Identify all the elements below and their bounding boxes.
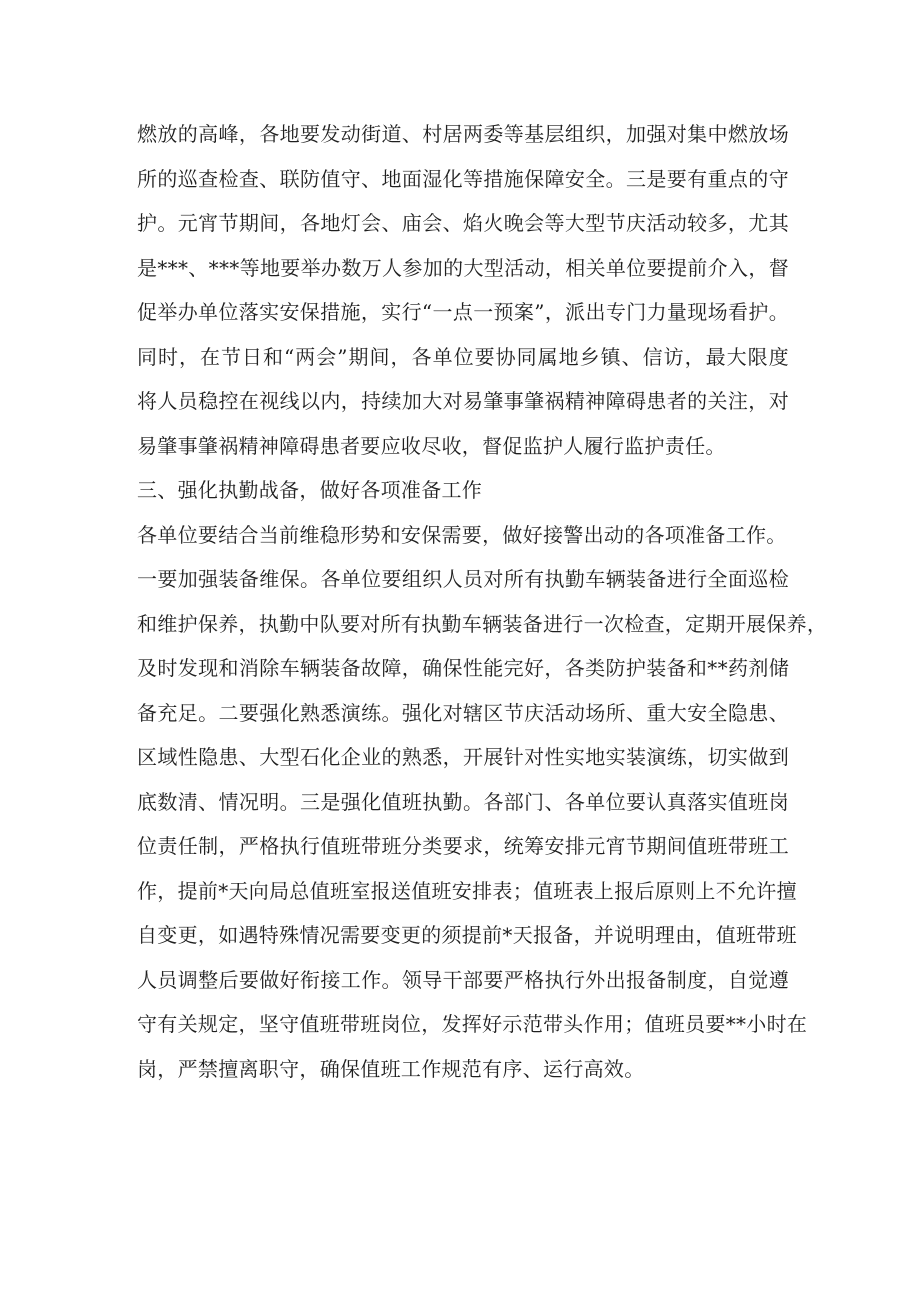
text-line: 自变更，如遇特殊情况需要变更的须提前*天报备，并说明理由，值班带班 — [137, 923, 797, 947]
text-line: 一要加强装备维保。各单位要组织人员对所有执勤车辆装备进行全面巡检 — [137, 567, 789, 591]
text-line: 是***、***等地要举办数万人参加的大型活动，相关单位要提前介入，督 — [137, 255, 789, 280]
text-line: 护。元宵节期间，各地灯会、庙会、焰火晚会等大型节庆活动较多，尤其 — [137, 211, 789, 235]
text-line: 同时，在节日和“两会”期间，各单位要协同属地乡镇、信访，最大限度 — [137, 344, 789, 369]
section-heading: 三、强化执勤战备，做好各项准备工作 — [137, 478, 483, 502]
text-line: 底数清、情况明。三是强化值班执勤。各部门、各单位要认真落实值班岗 — [137, 789, 789, 814]
text-line: 和维护保养，执勤中队要对所有执勤车辆装备进行一次检查，定期开展保养， — [137, 611, 828, 636]
text-line: 备充足。二要强化熟悉演练。强化对辖区节庆活动场所、重大安全隐患、 — [137, 700, 789, 725]
body-text — [137, 112, 828, 1091]
text-line: 作，提前*天向局总值班室报送值班安排表；值班表上报后原则上不允许擅 — [137, 878, 797, 903]
text-line: 区域性隐患、大型石化企业的熟悉，开展针对性实地实装演练，切实做到 — [137, 745, 789, 769]
text-line: 将人员稳控在视线以内，持续加大对易肇事肇祸精神障碍患者的关注，对 — [137, 389, 789, 413]
text-line: 促举办单位落实安保措施，实行“一点一预案”，派出专门力量现场看护。 — [137, 300, 789, 324]
paragraph-last-line: 易肇事肇祸精神障碍患者要应收尽收，督促监护人履行监护责任。 — [137, 433, 726, 458]
text-line: 燃放的高峰，各地要发动街道、村居两委等基层组织，加强对集中燃放场 — [137, 122, 789, 146]
text-line: 所的巡查检查、联防值守、地面湿化等措施保障安全。三是要有重点的守 — [137, 166, 789, 191]
text-line: 人员调整后要做好衔接工作。领导干部要严格执行外出报备制度，自觉遵 — [137, 967, 789, 992]
text-line: 各单位要结合当前维稳形势和安保需要，做好接警出动的各项准备工作。 — [137, 522, 787, 547]
text-line: 位责任制，严格执行值班带班分类要求，统筹安排元宵节期间值班带班工 — [137, 834, 789, 858]
paragraph-last-line: 岗，严禁擅离职守，确保值班工作规范有序、运行高效。 — [137, 1056, 645, 1081]
text-line: 及时发现和消除车辆装备故障，确保性能完好，各类防护装备和**药剂储 — [137, 656, 789, 680]
text-line: 守有关规定，坚守值班带班岗位，发挥好示范带头作用；值班员要**小时在 — [137, 1012, 808, 1036]
